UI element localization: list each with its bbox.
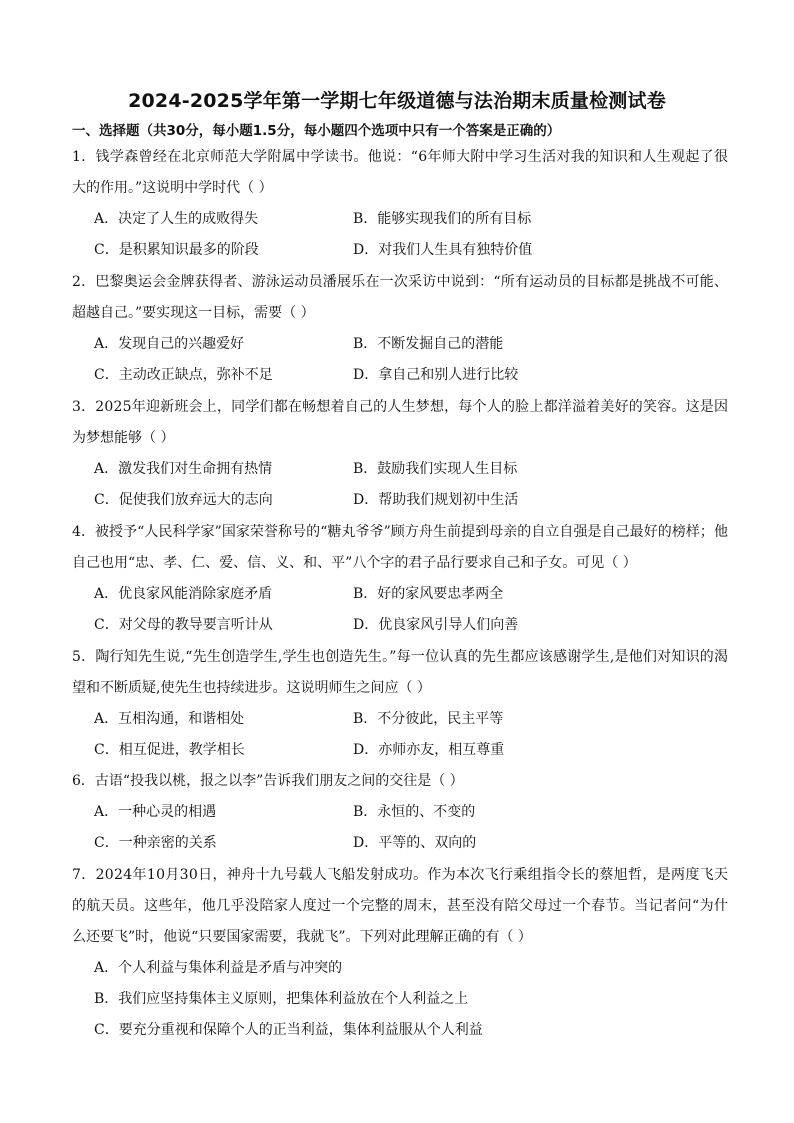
question-5-line-2: 望和不断质疑,使先生也持续进步。这说明师生之间应（ ） bbox=[72, 680, 431, 696]
question-5-line-1: 5．陶行知先生说,“先生创造学生,学生也创造先生。”每一位认真的先生都应该感谢学生,是他们对知识的渴 bbox=[72, 649, 729, 665]
question-2-option-a: A．发现自己的兴趣爱好 bbox=[94, 336, 245, 352]
question-7-option-a: A．个人利益与集体利益是矛盾与冲突的 bbox=[94, 960, 343, 976]
question-2-option-b: B．不断发掘自己的潜能 bbox=[353, 336, 504, 352]
question-2-option-d: D．拿自己和别人进行比较 bbox=[353, 367, 519, 383]
question-7-line-1: 7．2024年10月30日，神舟十九号载人飞船发射成功。作为本次飞行乘组指令长的蔡旭哲，是两度飞天 bbox=[72, 867, 729, 883]
question-3-option-c: C．促使我们放弃远大的志向 bbox=[94, 492, 273, 508]
question-6-option-c: C．一种亲密的关系 bbox=[94, 835, 217, 851]
question-7-line-2: 的航天员。这些年，他几乎没陪家人度过一个完整的周末，甚至没有陪父母过一个春节。当记者问“为什 bbox=[72, 898, 729, 914]
question-4-option-d: D．优良家风引导人们向善 bbox=[353, 617, 519, 633]
question-6-option-a: A．一种心灵的相遇 bbox=[94, 804, 217, 820]
question-2-line-1: 2．巴黎奥运会金牌获得者、游泳运动员潘展乐在一次采访中说到：“所有运动员的目标都是挑战不可能、 bbox=[72, 274, 729, 290]
question-1-option-d: D．对我们人生具有独特价值 bbox=[353, 242, 533, 258]
question-2-line-2: 超越自己。”要实现这一目标，需要（ ） bbox=[72, 305, 315, 321]
question-1-line-2: 大的作用。”这说明中学时代（ ） bbox=[72, 180, 273, 196]
question-3-line-1: 3．2025年迎新班会上，同学们都在畅想着自己的人生梦想，每个人的脸上都洋溢着美好的笑容。这是因 bbox=[72, 399, 729, 415]
exam-title: 2024-2025学年第一学期七年级道德与法治期末质量检测试卷 bbox=[128, 90, 666, 112]
question-1-option-a: A．决定了人生的成败得失 bbox=[94, 211, 259, 227]
question-3-option-b: B．鼓励我们实现人生目标 bbox=[353, 461, 518, 477]
question-4-line-1: 4．被授予“人民科学家”国家荣誉称号的“糖丸爷爷”顾方舟生前提到母亲的自立自强是自己最好的榜样；他 bbox=[72, 524, 729, 540]
section-heading: 一、选择题（共30分，每小题1.5分，每小题四个选项中只有一个答案是正确的） bbox=[72, 123, 561, 139]
question-7-option-c: C．要充分重视和保障个人的正当利益，集体利益服从个人利益 bbox=[94, 1022, 483, 1038]
question-5-option-a: A．互相沟通，和谐相处 bbox=[94, 711, 245, 727]
question-4-option-b: B．好的家风要忠孝两全 bbox=[353, 586, 504, 602]
question-5-option-d: D．亦师亦友，相互尊重 bbox=[353, 742, 505, 758]
question-4-option-a: A．优良家风能消除家庭矛盾 bbox=[94, 586, 273, 602]
question-6-line-1: 6．古语“投我以桃，报之以李”告诉我们朋友之间的交往是（ ） bbox=[72, 773, 464, 789]
question-7-line-3: 么还要飞”时，他说“只要国家需要，我就飞”。下列对此理解正确的有（ ） bbox=[72, 929, 532, 945]
question-6-option-b: B．永恒的、不变的 bbox=[353, 804, 476, 820]
question-1-option-b: B．能够实现我们的所有目标 bbox=[353, 211, 532, 227]
question-1-option-c: C．是积累知识最多的阶段 bbox=[94, 242, 259, 258]
question-6-option-d: D．平等的、双向的 bbox=[353, 835, 477, 851]
question-7-option-b: B．我们应坚持集体主义原则，把集体利益放在个人利益之上 bbox=[94, 991, 469, 1007]
question-2-option-c: C．主动改正缺点，弥补不足 bbox=[94, 367, 273, 383]
question-4-line-2: 自己也用“忠、孝、仁、爱、信、义、和、平”八个字的君子品行要求自己和子女。可见（ ） bbox=[72, 555, 637, 571]
question-3-option-d: D．帮助我们规划初中生活 bbox=[353, 492, 519, 508]
question-1-line-1: 1．钱学森曾经在北京师范大学附属中学读书。他说：“6年师大附中学习生活对我的知识和人生观起了很 bbox=[72, 149, 729, 165]
question-5-option-b: B．不分彼此，民主平等 bbox=[353, 711, 504, 727]
question-4-option-c: C．对父母的教导要言听计从 bbox=[94, 617, 273, 633]
question-3-option-a: A．激发我们对生命拥有热情 bbox=[94, 461, 273, 477]
question-3-line-2: 为梦想能够（ ） bbox=[72, 430, 175, 446]
question-5-option-c: C．相互促进，教学相长 bbox=[94, 742, 245, 758]
